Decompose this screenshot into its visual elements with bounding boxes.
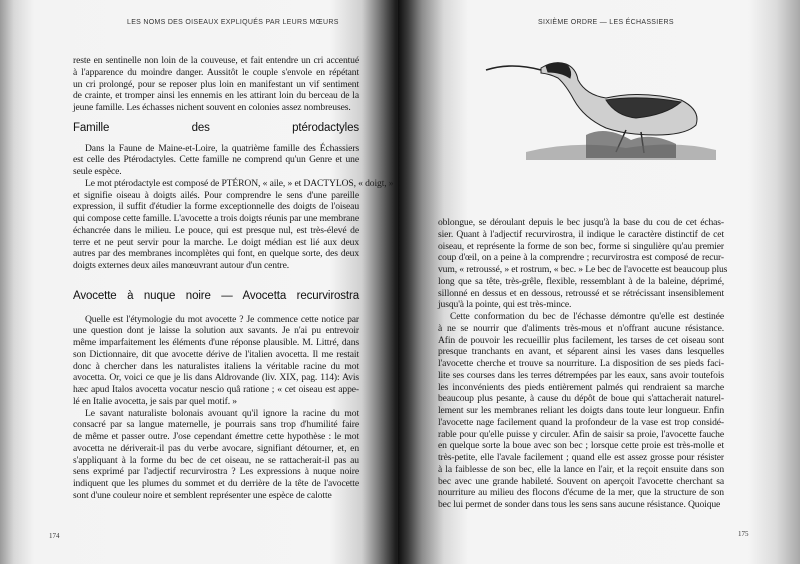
text-line: presque tranchants en avant, et séparent ainsi les vases dans lesquelles (438, 346, 724, 358)
text-line: indiquent que les plumes du sommet et du derrière de la tête de l'avocette (73, 478, 359, 489)
text-line: oblongue, se déroulant depuis le bec jusqu'à la base du cou de cet échas- (438, 217, 724, 228)
text-line: jeune famille. Les échasses nichent souvent en colonies assez nombreuses. (73, 102, 351, 113)
text-line: rable pour qu'elle puisse y circuler. Afin de saisir sa proie, l'avocette fauche (438, 428, 724, 440)
text-line: très-petite, elle l'avale facilement ; quand elle est assez grosse pour résister (438, 452, 724, 463)
text-line: hæc apud Italos avocetta vocatur nescio quâ ratione ; « cet oiseau est appe- (73, 384, 359, 395)
text-line: sens exprimé par l'adjectif recurvirostra ? Les expressions à nuque noire (73, 466, 359, 478)
page-number: 175 (738, 530, 749, 538)
text-line: donc à chercher dans les naturalistes italiens la véritable racine du mot (73, 360, 359, 372)
text-line: lé en Italie avocetta, je sais par quel motif. » (73, 395, 237, 407)
text-line: jusqu'à la pointe, qui est très-mince. (438, 299, 572, 311)
text-line: et signifie oiseau à doigts ailés. Pour comprendre le sens d'une pareille (73, 189, 359, 201)
text-line: Afin de pouvoir les recueillir plus facilement, les tarses de cet oiseau sont (438, 334, 724, 346)
text-line: est celle des Ptérodactyles. Cette famille ne comprend qu'un Genre et une (73, 154, 359, 166)
text-line: un cri prolongé, pour se reposer plus loin en manifestant un vif sentiment (73, 78, 359, 90)
paragraph (73, 55, 359, 114)
text-line: une question dont je laisse la solution aux savants. Je n'ai pu entrevoir (73, 325, 359, 337)
text-line: sillonné en dessus et en dessous, retroussé et se rétrécissant insensiblement (438, 287, 724, 299)
text-line: à l'apparence du moindre danger. Aussitôt le couple s'envole en répétant (73, 66, 359, 78)
text-line: même imparfaitement les éléments d'une réponse plausible. M. Littré, dans (73, 337, 359, 348)
text-line: s'appliquant à la forme du bec de cet oiseau, ne se rattacherait-il pas au (73, 454, 359, 466)
text-line: autres par des membranes incomplètes qui font, en quelque sorte, des deux (73, 248, 359, 260)
text-line: lite ses courses dans les terres détrempées par les eaux, sans avoir toutefois (438, 369, 724, 381)
text-line: Le savant naturaliste bolonais avouant qu'il ignore la racine du mot (85, 407, 359, 419)
text-line: à ne se nourrir que d'aliments très-mous et n'offrant aucune résistance. (438, 322, 724, 334)
text-line: avocetta ne dériverait-il pas du verbe avocare, signifiant détourner, et, en (73, 442, 359, 454)
text-line: Dans la Faune de Maine-et-Loire, la quatrième famille des Échassiers (85, 142, 359, 154)
paragraph (73, 408, 359, 502)
text-line: vum, « retroussé, » et rostrum, « bec. » Le bec de l'avocette est beaucoup plus (438, 264, 728, 275)
text-line: en quelque sorte la boue avec son bec ; lorsque cette proie est très-molle et (438, 440, 724, 452)
text-line: bec lui permet de sonder dans tous les sens sans aucune résistance. Quoique (438, 499, 721, 510)
text-line: sont d'une couleur noire et semblent représenter une espèce de calotte (73, 489, 332, 501)
section-heading: Avocette à nuque noire — Avocetta recurvirostra (73, 289, 359, 302)
paragraph (438, 217, 728, 311)
page-number: 174 (49, 532, 60, 540)
text-line: avocetta. Or, voici ce que je lis dans Aldrovande (liv. XIX, pag. 114): Avis (73, 372, 359, 384)
text-line: qui compose cette famille. L'avocette a trois doigts réunis par une membrane (73, 213, 359, 224)
right-text-column (438, 217, 728, 511)
paragraph (73, 143, 359, 178)
right-page (398, 0, 800, 564)
paragraph (73, 177, 394, 272)
text-line: bec avec une grande habileté. Souvent on aperçoit l'avocette cherchant sa (438, 475, 724, 487)
text-line: son Dictionnaire, dit que avocette dérive de l'italien avocetta. Il me restait (73, 348, 359, 360)
text-line: coup d'œil, on a peine à la comprendre ; recurvirostra est composé de recur- (438, 252, 724, 264)
paragraph (73, 314, 359, 408)
text-line: les inconvénients des pieds entièrement palmés qui rendraient sa marche (438, 381, 724, 393)
text-line: reste en sentinelle non loin de la couveuse, et fait entendre un cri accentué (73, 55, 359, 66)
text-line: oiseau, et représente la forme de son bec, forme si singulière qu'au premier (438, 240, 724, 252)
text-line: terre et ne peut servir pour la marche. Le doigt médian est lié aux deux (73, 236, 359, 248)
running-head: SIXIÈME ORDRE — LES ÉCHASSIERS (538, 19, 674, 26)
text-line: de même et passer outre. J'ose cependant émettre cette hypothèse : le mot (73, 431, 359, 442)
text-line: échancrée dans le milieu. Le pouce, qui est presque nul, est très-élevé de (73, 224, 359, 236)
avocet-illustration (466, 40, 726, 165)
text-line: nourriture au milieu des flocons d'écume de la mer, que la structure de son (438, 487, 724, 499)
text-line: l'avocette nage facilement quand la profondeur de la vase est trop considé- (438, 416, 724, 428)
text-line: consacré par sa langue maternelle, je pourrais sans trop d'humilité faire (73, 419, 359, 431)
text-line: Quelle est l'étymologie du mot avocette ? Je commence cette notice par (85, 313, 359, 325)
text-line: Cette conformation du bec de l'échasse démontre qu'elle est destinée (450, 311, 724, 322)
section-heading: Famille des ptérodactyles (73, 121, 359, 134)
text-line: à la faiblesse de son bec, elle la lance en l'air, et la reçoit ensuite dans son (438, 463, 724, 475)
text-line: de crainte, et tromper ainsi les ennemis en les attirant loin du berceau de la (73, 90, 359, 102)
text-line: Le mot ptérodactyle est composé de PTÉRON, « aile, » et DACTYLOS, « doigt, » (85, 177, 394, 189)
running-head: LES NOMS DES OISEAUX EXPLIQUÉS PAR LEURS MŒURS (127, 19, 339, 26)
text-line: doigts externes deux ailes manœuvrant autour d'un centre. (73, 260, 290, 271)
text-line: expression, il suffit d'étudier la forme exceptionnelle des doigts de l'oiseau (73, 201, 359, 213)
text-line: seule espèce. (73, 166, 122, 177)
text-line: l'avocette cherche et trouve sa nourriture. La disposition de ses pieds faci- (438, 358, 724, 369)
paragraph (438, 311, 724, 511)
text-line: long que sa tête, très-grêle, flexible, ressemblant à de la baleine, déprimé, (438, 275, 724, 287)
left-text-column (73, 55, 394, 502)
text-line: lement sur les membranes reliant les doigts dans toute leur longueur. Enfin (438, 405, 724, 416)
text-line: beaucoup plus pesante, à cause du dépôt de boue qui s'attacherait naturel- (438, 393, 724, 405)
text-line: sier. Quant à l'adjectif recurvirostra, il indique le caractère distinctif de cet (438, 228, 724, 240)
